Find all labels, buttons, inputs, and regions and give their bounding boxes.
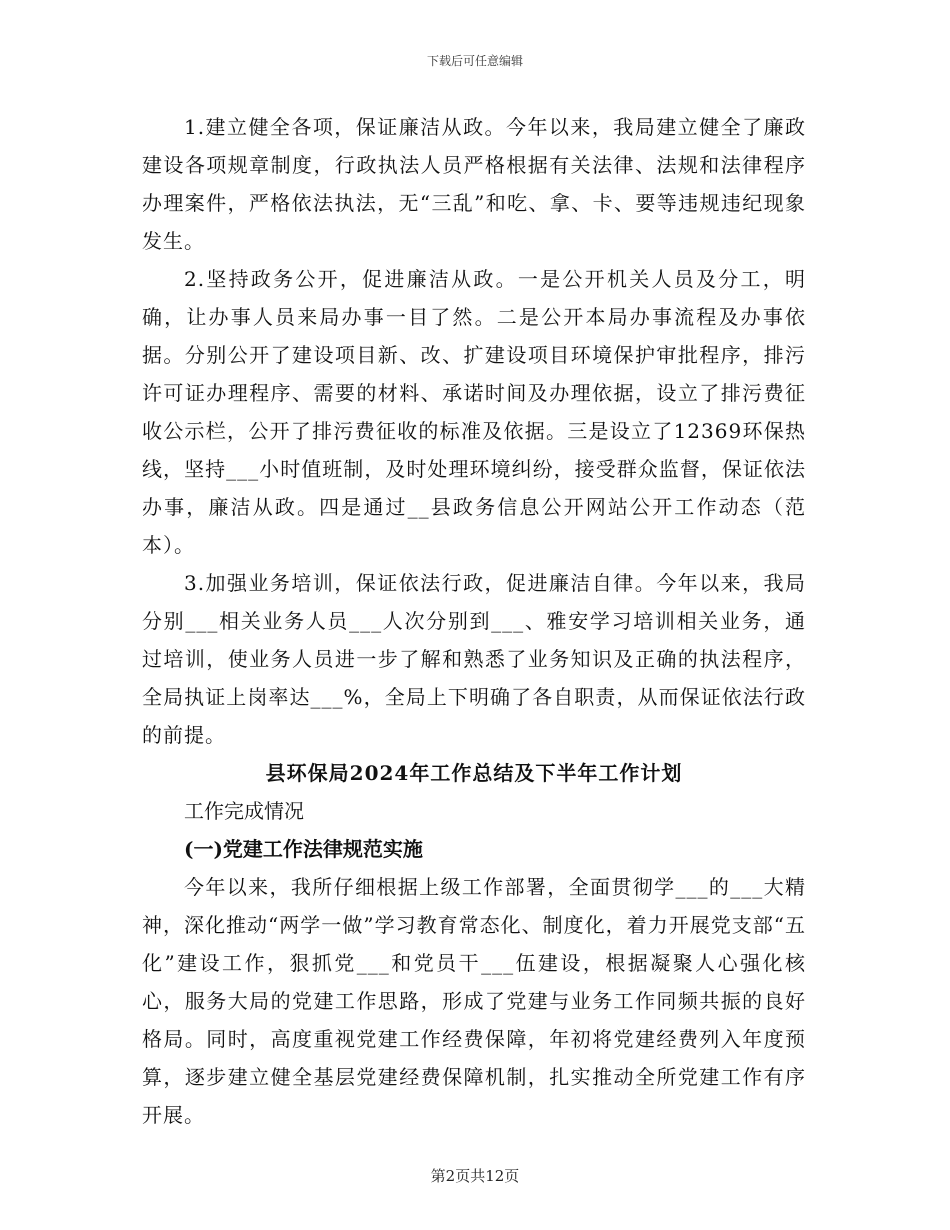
- page-footer: 第2页共12页: [430, 1167, 520, 1185]
- page-header: 下载后可任意编辑: [426, 54, 523, 68]
- section-title: 县环保局2024年工作总结及下半年工作计划: [265, 761, 683, 785]
- subheading-work-status: 工作完成情况: [184, 799, 304, 823]
- document-body: [142, 108, 806, 1134]
- paragraph-3: 3.加强业务培训，保证依法行政，促进廉洁自律。今年以来，我局分别___相关业务人员___人次分别到___、雅安学习培训相关业务，通过培训，使业务人员进一步了解和熟悉了业务知识及正确的执法程序，全局执证上岗率达___%，全局上下明确了各自职责，从而保证依法行政的前提。: [142, 571, 806, 747]
- subheading-party-building: (一)党建工作法律规范实施: [184, 837, 423, 861]
- paragraph-1: 1.建立健全各项，保证廉洁从政。今年以来，我局建立健全了廉政建设各项规章制度，行政执法人员严格根据有关法律、法规和法律程序办理案件，严格依法执法，无“三乱”和吃、拿、卡、要等违规违纪现象发生。: [142, 115, 806, 253]
- paragraph-2: 2.坚持政务公开，促进廉洁从政。一是公开机关人员及分工，明确，让办事人员来局办事一目了然。二是公开本局办事流程及办事依据。分别公开了建设项目新、改、扩建设项目环境保护审批程序，排污许可证办理程序、需要的材料、承诺时间及办理依据，设立了排污费征收公示栏，公开了排污费征收的标准及依据。三是设立了12369环保热线，坚持___小时值班制，及时处理环境纠纷，接受群众监督，保证依法办事，廉洁从政。四是通过__县政务信息公开网站公开工作动态（范本）。: [142, 267, 806, 557]
- paragraph-4: 今年以来，我所仔细根据上级工作部署，全面贯彻学___的___大精神，深化推动“两学一做”学习教育常态化、制度化，着力开展党支部“五化”建设工作，狠抓党___和党员干___伍建设，根据凝聚人心强化核心，服务大局的党建工作思路，形成了党建与业务工作同频共振的良好格局。同时，高度重视党建工作经费保障，年初将党建经费列入年度预算，逐步建立健全基层党建经费保障机制，扎实推动全所党建工作有序开展。: [142, 875, 806, 1127]
